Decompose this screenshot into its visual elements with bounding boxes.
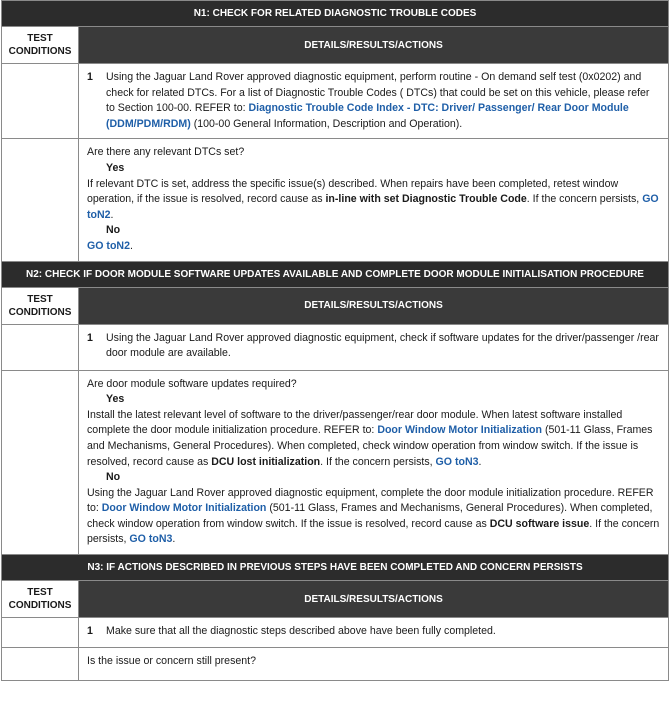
no-label: No (106, 224, 121, 237)
step-row-n2 (2, 324, 669, 370)
result-text-part: . If the concern persists, (87, 517, 660, 546)
question-cell (79, 370, 669, 555)
record-cause: DCU lost initialization (211, 455, 321, 468)
step-text-part: Using the Jaguar Land Rover approved diagnostic equipment, perform routine - On demand self test (0x0202) and check for related DTCs. For a list of Diagnostic Trouble Codes ( DTCs) that could be set on this vehicle, please refer to Section 100-00. REFER to: (106, 71, 650, 115)
yes-result-text (87, 408, 660, 470)
section-title-n2: N2: CHECK IF DOOR MODULE SOFTWARE UPDATES AVAILABLE AND COMPLETE DOOR MODULE INITIALISATION PROCEDURE (2, 261, 669, 287)
details-header: DETAILS/RESULTS/ACTIONS (79, 581, 669, 618)
yes-label: Yes (106, 161, 125, 174)
step-row-n1 (2, 64, 669, 139)
section-header-n1 (2, 1, 669, 27)
result-text-part: . (110, 208, 114, 221)
details-header: DETAILS/RESULTS/ACTIONS (79, 27, 669, 64)
column-header-row (2, 287, 669, 324)
result-text-part: (501-11 Glass, Frames and Mechanisms, General Procedures). When completed, check window operation from window switch. If the issue is resolved, record cause as (87, 424, 653, 468)
test-condition-cell (2, 648, 79, 681)
step-cell (79, 64, 669, 139)
procedure-page (1, 0, 668, 681)
result-text-part: Using the Jaguar Land Rover approved diagnostic equipment, complete the door module initialization procedure. REFER to: (87, 486, 654, 515)
question-text: Are door module software updates required? (87, 377, 297, 390)
goto-n3-link[interactable]: GO toN3 (129, 533, 173, 546)
step-item (87, 624, 660, 640)
result-text-part: Install the latest relevant level of software to the driver/passenger/rear door module. When latest software installed complete the door module initialization procedure. REFER to: (87, 408, 623, 437)
step-number: 1 (87, 625, 93, 638)
step-text: Make sure that all the diagnostic steps described above have been fully completed. (106, 625, 496, 638)
goto-n2-link[interactable]: GO toN2 (87, 193, 659, 221)
result-text-part: . (478, 455, 482, 468)
test-condition-cell (2, 324, 79, 370)
step-text: Using the Jaguar Land Rover approved diagnostic equipment, check if software updates for the driver/passenger /rear door module are available. (106, 331, 659, 360)
dtc-index-link[interactable]: Diagnostic Trouble Code Index - DTC: Driver/ Passenger/ Rear Door Module (DDM/PDM/RDM) (106, 102, 629, 130)
question-row-n3 (2, 648, 669, 681)
step-number: 1 (87, 331, 93, 344)
column-header-row (2, 581, 669, 618)
test-condition-cell (2, 139, 79, 261)
goto-n2-link[interactable]: GO toN2 (87, 239, 130, 252)
section-title-n1: N1: CHECK FOR RELATED DIAGNOSTIC TROUBLE CODES (2, 1, 669, 27)
result-text-part: . If the concern persists, (526, 193, 643, 206)
question-cell (79, 648, 669, 681)
result-text-part: . (172, 533, 176, 546)
question-cell (79, 139, 669, 261)
result-text-part: . If the concern persists, (320, 455, 436, 468)
result-text-part: (501-11 Glass, Frames and Mechanisms, General Procedures). When completed, check window operation from window switch. If the issue is resolved, record cause as (87, 502, 653, 530)
record-cause: in-line with set Diagnostic Trouble Code (325, 193, 527, 206)
door-window-motor-init-link[interactable]: Door Window Motor Initialization (101, 502, 267, 515)
question-row-n1 (2, 139, 669, 261)
test-conditions-header: TEST CONDITIONS (2, 27, 79, 64)
step-row-n3 (2, 618, 669, 648)
no-label: No (106, 471, 121, 484)
step-text (106, 70, 660, 132)
column-header-row (2, 27, 669, 64)
test-condition-cell (2, 618, 79, 648)
yes-label: Yes (106, 393, 125, 406)
details-header: DETAILS/RESULTS/ACTIONS (79, 287, 669, 324)
procedure-table (1, 0, 669, 681)
section-header-n3 (2, 555, 669, 581)
goto-n3-link[interactable]: GO toN3 (435, 455, 479, 468)
question-text: Are there any relevant DTCs set? (87, 146, 245, 159)
no-result-text (87, 486, 660, 548)
record-cause: DCU software issue (489, 517, 590, 530)
section-header-n2 (2, 261, 669, 287)
step-number: 1 (87, 71, 93, 83)
step-cell (79, 324, 669, 370)
result-text-part: If relevant DTC is set, address the specific issue(s) described. When repairs have been completed, retest window operation, if the issue is resolved, record cause as (87, 177, 619, 206)
test-condition-cell (2, 370, 79, 555)
test-conditions-header: TEST CONDITIONS (2, 581, 79, 618)
step-item (87, 331, 660, 362)
step-item (87, 70, 660, 132)
yes-result-text (87, 177, 660, 224)
step-text-part: (100-00 General Information, Description and Operation). (190, 117, 463, 130)
step-cell (79, 618, 669, 648)
test-condition-cell (2, 64, 79, 139)
question-text: Is the issue or concern still present? (87, 655, 256, 668)
question-row-n2 (2, 370, 669, 555)
door-window-motor-init-link[interactable]: Door Window Motor Initialization (377, 424, 542, 437)
test-conditions-header: TEST CONDITIONS (2, 287, 79, 324)
section-title-n3: N3: IF ACTIONS DESCRIBED IN PREVIOUS STEPS HAVE BEEN COMPLETED AND CONCERN PERSISTS (2, 555, 669, 581)
no-result-text (87, 239, 660, 255)
result-text-part: . (129, 239, 133, 252)
